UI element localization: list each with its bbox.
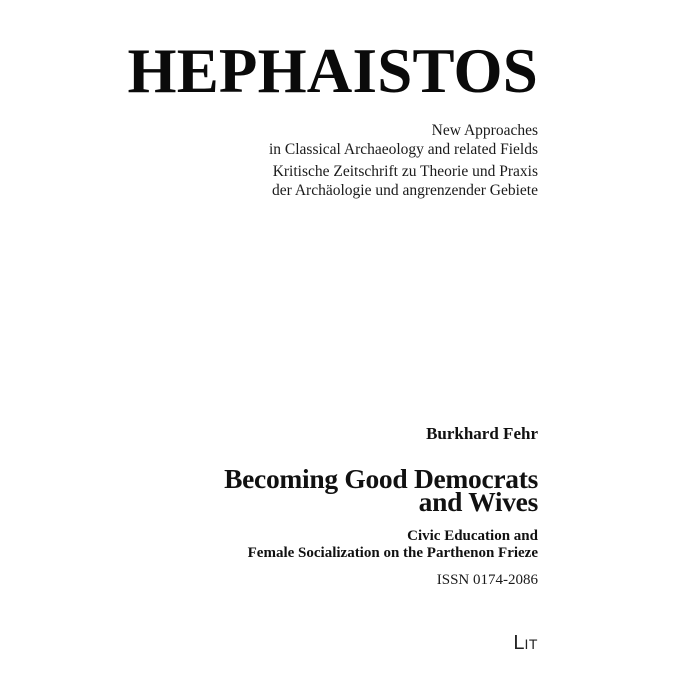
publisher-logo bbox=[513, 632, 538, 656]
issn-number: ISSN 0174-2086 bbox=[436, 572, 538, 588]
series-subtitle-line: New Approaches bbox=[431, 122, 538, 139]
series-title: HEPHAISTOS bbox=[127, 36, 538, 106]
book-subtitle-line: Female Socialization on the Parthenon Frieze bbox=[247, 545, 538, 561]
series-subtitle-line: Kritische Zeitschrift zu Theorie und Praxis bbox=[272, 163, 538, 180]
series-subtitle-line: in Classical Archaeology and related Fields bbox=[268, 141, 538, 158]
series-subtitle-english bbox=[269, 121, 538, 159]
series-subtitle-german bbox=[272, 162, 538, 200]
publisher-logo-initial: L bbox=[513, 632, 525, 654]
publisher-logo-rest: IT bbox=[524, 636, 538, 652]
book-subtitle-line: Civic Education and bbox=[407, 528, 538, 544]
book-title bbox=[224, 463, 538, 517]
book-title-line: Becoming Good Democrats bbox=[224, 463, 538, 494]
book-subtitle bbox=[248, 528, 538, 562]
book-title-line: and Wives bbox=[418, 486, 538, 517]
author-name: Burkhard Fehr bbox=[426, 424, 538, 443]
series-subtitle-line: der Archäologie und angrenzender Gebiete bbox=[272, 182, 538, 199]
